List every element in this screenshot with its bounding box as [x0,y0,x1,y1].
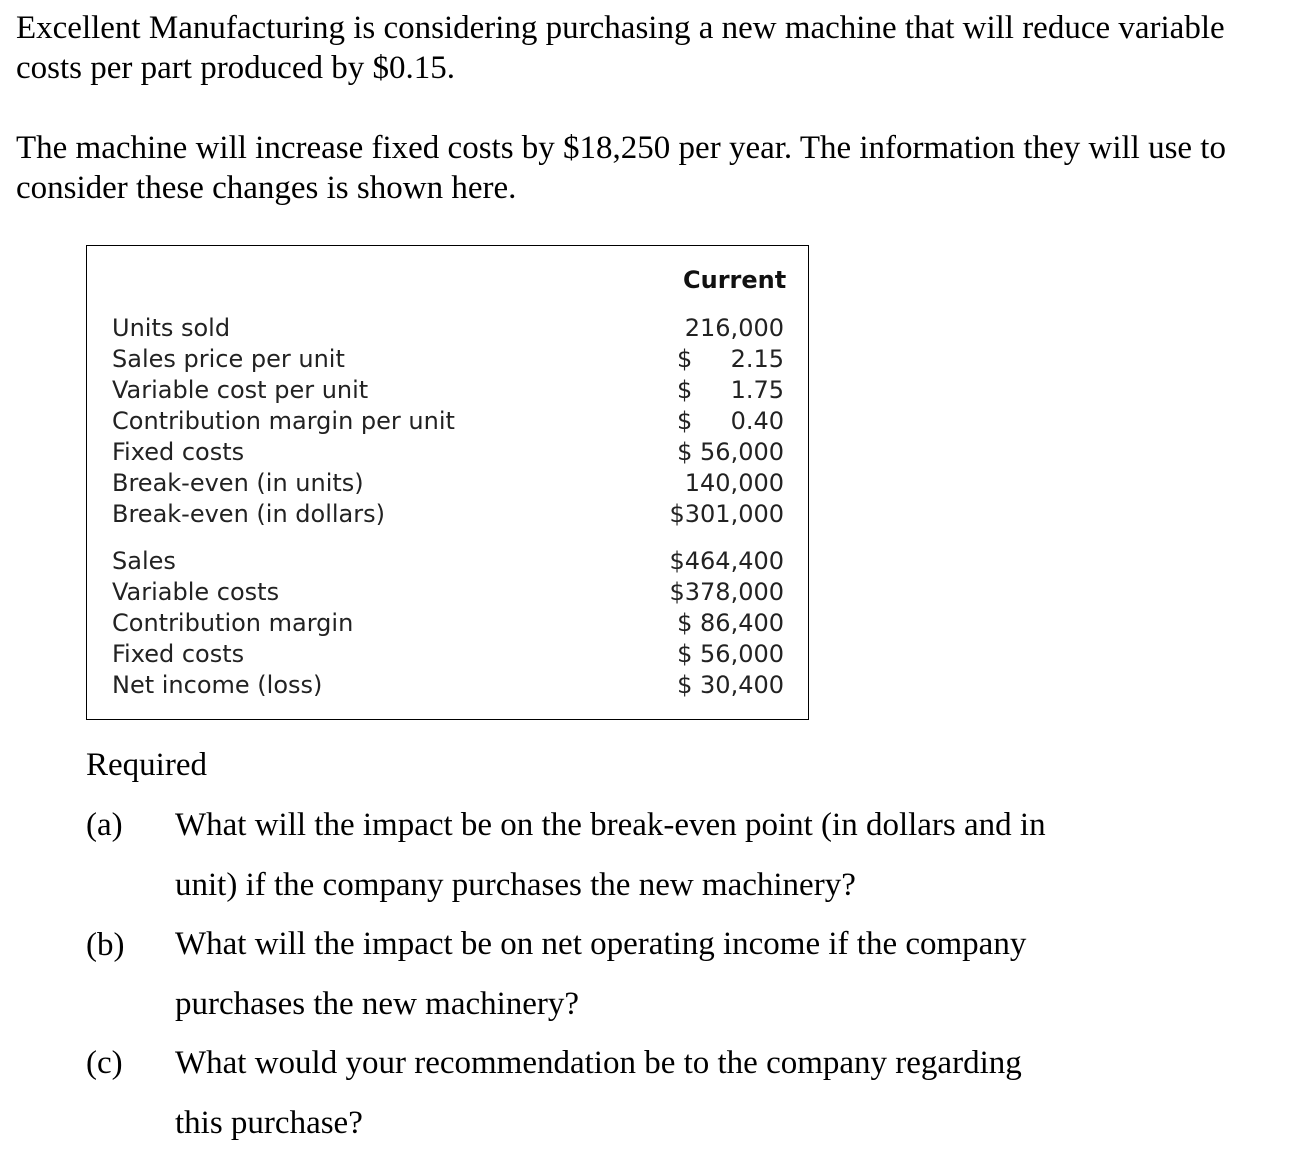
row-value: 140,000 [684,469,784,497]
row-label: Fixed costs [112,640,245,668]
cost-volume-table [86,245,809,720]
question-text-b: What will the impact be on net operating income if the company purchases the new machinery? [175,926,1027,1022]
row-label: Net income (loss) [112,671,323,699]
row-label: Sales [112,547,176,575]
table-row [87,313,808,344]
row-dollar-sign: $ [677,407,693,435]
table-row [87,639,808,670]
table-row [87,608,808,639]
row-label: Units sold [112,314,231,342]
row-label: Contribution margin per unit [112,407,455,435]
row-dollar-sign: $ [677,345,693,373]
table-row [87,344,808,375]
row-value: 216,000 [684,314,784,342]
question-letter-b: (b) [86,927,125,963]
table-row [87,468,808,499]
row-value: $ 56,000 [677,640,784,668]
question-letter-c: (c) [86,1045,123,1081]
row-label: Break-even (in units) [112,469,364,497]
row-label: Variable cost per unit [112,376,369,404]
required-heading: Required [86,747,207,783]
table-row [87,546,808,577]
table-row [87,375,808,406]
table-row [87,437,808,468]
row-value: $378,000 [669,578,784,606]
row-value: $ 30,400 [677,671,784,699]
table-row [87,577,808,608]
row-label: Sales price per unit [112,345,345,373]
table-row [87,499,808,530]
row-value: $464,400 [669,547,784,575]
row-label: Variable costs [112,578,280,606]
row-dollar-sign: $ [677,376,693,404]
row-label: Contribution margin [112,609,354,637]
row-value: 1.75 [730,376,784,404]
row-value: $301,000 [669,500,784,528]
question-text-c: What would your recommendation be to the company regarding this purchase? [175,1045,1022,1141]
table-row [87,406,808,437]
intro-paragraph-2: The machine will increase fixed costs by $18,250 per year. The information they will use to consider these changes is shown here. [16,130,1226,206]
row-label: Break-even (in dollars) [112,500,385,528]
question-letter-a: (a) [86,807,123,843]
row-label: Fixed costs [112,438,245,466]
row-value: 0.40 [730,407,784,435]
row-value: $ 86,400 [677,609,784,637]
intro-paragraph-1: Excellent Manufacturing is considering purchasing a new machine that will reduce variable costs per part produced by $0.15. [16,10,1225,86]
table-row [87,670,808,701]
column-header-current: Current [683,266,787,294]
row-value: 2.15 [730,345,784,373]
question-text-a: What will the impact be on the break-even point (in dollars and in unit) if the company purchases the new machinery? [175,807,1046,903]
row-value: $ 56,000 [677,438,784,466]
